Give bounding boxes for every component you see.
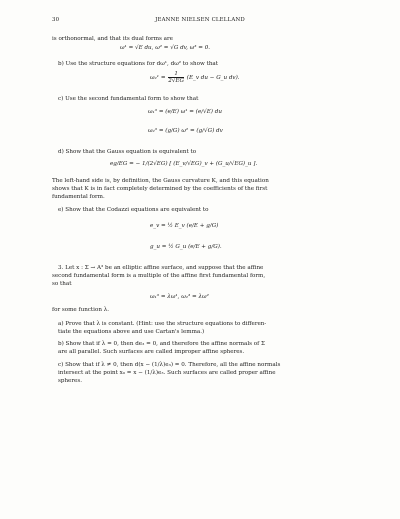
text-line: shows that K is in fact completely determined by the coefficients of the first xyxy=(52,186,268,192)
exercise-d: d) Show that the Gauss equation is equivalent to xyxy=(58,149,197,155)
text-line: second fundamental form is a multiple of the affine first fundamental form, xyxy=(52,273,266,279)
text-line: for some function λ. xyxy=(52,307,110,313)
text-line: intersect at the point x₀ = x − (1/λ)e₃. Such surfaces are called proper affine xyxy=(58,370,276,376)
text-line: is orthonormal, and that its dual forms are xyxy=(52,36,173,42)
equation-dual-forms: ω¹ = √E du, ω² = √G dv, ω³ = 0. xyxy=(120,45,211,51)
text-line: The left-hand side is, by definition, the Gauss curvature K, and this equation xyxy=(52,178,269,184)
text-line: tiate the equations above and use Cartan's lemma.) xyxy=(58,329,205,335)
exercise-3c: c) Show that if λ ≠ 0, then d(x − (1/λ)e₃) = 0. Therefore, all the affine normals xyxy=(58,362,281,368)
equation-connection-form xyxy=(150,71,240,84)
exercise-e: e) Show that the Codazzi equations are equivalent to xyxy=(58,207,209,213)
text-line: so that xyxy=(52,281,72,287)
equation-codazzi-1: e_v = ½ E_v (e/E + g/G) xyxy=(150,223,219,229)
exercise-b: b) Use the structure equations for dω¹, dω² to show that xyxy=(58,61,219,67)
text-line: are all parallel. Such surfaces are called improper affine spheres. xyxy=(58,349,245,355)
running-head: JEANNE NIELSEN CLELLAND xyxy=(155,17,245,23)
eq-b-lhs: ω₂¹ = xyxy=(150,75,166,81)
page-number: 30 xyxy=(52,17,60,23)
eq-b-rhs: (E_v du − G_u dv). xyxy=(186,75,240,81)
equation-codazzi-2: g_u = ½ G_u (e/E + g/G). xyxy=(150,244,222,250)
equation-c2: ω₂³ = (g/G) ω² = (g/√G) dv xyxy=(148,128,223,134)
exercise-3a: a) Prove that λ is constant. (Hint: use the structure equations to differen- xyxy=(58,321,267,327)
equation-affine-sphere: ω₁³ = λω¹, ω₂³ = λω² xyxy=(150,294,209,300)
equation-gauss: eg/EG = − 1/(2√EG) [ (E_v/√EG)_v + (G_u/√EG)_u ]. xyxy=(110,161,258,167)
problem-3: 3. Let x : Σ → A³ be an elliptic affine surface, and suppose that the affine xyxy=(58,265,264,271)
eq-b-numerator: 1 xyxy=(168,71,184,78)
eq-b-fraction xyxy=(168,71,184,84)
eq-b-denominator: 2√EG xyxy=(168,78,184,84)
text-line: fundamental form. xyxy=(52,194,105,200)
equation-c1: ω₁³ = (e/E) ω¹ = (e/√E) du xyxy=(148,109,222,115)
text-line: spheres. xyxy=(58,378,82,384)
exercise-3b: b) Show that if λ = 0, then de₃ = 0, and therefore the affine normals of Σ xyxy=(58,341,265,347)
exercise-c: c) Use the second fundamental form to show that xyxy=(58,96,199,102)
